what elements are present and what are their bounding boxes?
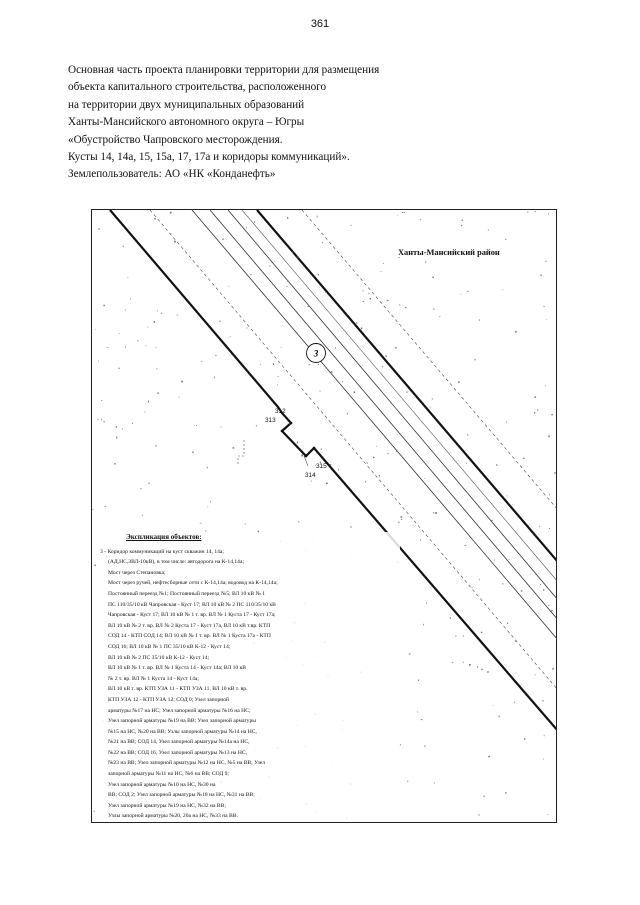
legend-line: арматуры №17 на НС; Узел запорной арматуры №16 на НС; <box>108 707 251 714</box>
terrain-speckle <box>256 425 257 427</box>
legend-line: ВВ; СОД 2; Узел запорной арматуры №18 на НС, №31 на ВВ; <box>108 792 255 799</box>
terrain-speckle <box>432 398 433 399</box>
terrain-speckle <box>299 521 300 523</box>
corridor-boundary-right <box>257 210 557 562</box>
legend-line: ПС 110/35/10 кВ Чапровская - Куст 17; ВЛ 10 кВ № 2 ПС 110/35/10 кВ <box>108 601 276 608</box>
terrain-speckle <box>354 391 356 393</box>
terrain-speckle <box>250 274 251 275</box>
terrain-speckle <box>469 664 471 666</box>
terrain-speckle <box>424 478 425 479</box>
terrain-speckle <box>200 523 202 524</box>
terrain-speckle <box>503 583 504 585</box>
terrain-speckle <box>397 215 398 216</box>
terrain-speckle <box>487 671 488 673</box>
terrain-speckle <box>463 662 464 663</box>
terrain-speckle <box>551 610 552 612</box>
terrain-speckle <box>156 369 157 370</box>
legend-line: №21 на ВВ; СОД 14, Узел запорной арматуры №14а на НС, <box>108 739 250 746</box>
terrain-speckle <box>478 815 480 816</box>
terrain-speckle <box>405 307 406 308</box>
terrain-speckle <box>527 212 528 213</box>
terrain-speckle <box>461 225 462 226</box>
terrain-speckle <box>547 814 548 815</box>
terrain-speckle <box>515 331 517 333</box>
terrain-speckle <box>289 423 290 424</box>
terrain-speckle <box>363 301 364 302</box>
terrain-speckle <box>230 336 231 337</box>
terrain-speckle <box>505 792 506 794</box>
terrain-speckle <box>514 702 515 703</box>
terrain-speckle <box>507 623 508 625</box>
terrain-speckle <box>421 719 423 720</box>
legend-line: КТП УЗА 12 - КТП УЗА 12; СОД 0; Узел запорной <box>108 696 230 703</box>
header-line: Основная часть проекта планировки территории для размещения <box>68 64 380 76</box>
terrain-speckle <box>201 361 202 362</box>
legend-line: 3 - Коридор коммуникаций на куст скважин 14, 14а; <box>100 548 224 555</box>
terrain-speckle <box>322 242 323 243</box>
terrain-speckle <box>493 705 494 706</box>
terrain-speckle <box>331 371 333 373</box>
vertex-point <box>281 430 284 433</box>
legend-line: ВЛ 10 кВ т. вр. КТП УЗА 11 - КТП УЗА 11, ВЛ 10 кВ т. вр. <box>108 686 248 693</box>
terrain-speckle <box>130 298 131 299</box>
terrain-speckle <box>154 321 156 323</box>
terrain-speckle <box>409 654 411 655</box>
legend-line: ВЛ 10 кВ № 2 ПС 35/10 кВ К-12 - Куст 14; <box>108 654 210 661</box>
point-label-315: 315 <box>316 463 327 470</box>
terrain-speckle <box>269 266 270 267</box>
terrain-speckle <box>101 400 102 401</box>
terrain-speckle <box>181 381 183 383</box>
terrain-speckle <box>381 298 382 299</box>
terrain-speckle <box>543 306 544 307</box>
point-label-312: 312 <box>275 408 286 415</box>
terrain-speckle <box>545 385 546 386</box>
terrain-speckle <box>396 450 398 452</box>
terrain-speckle <box>171 233 172 234</box>
terrain-speckle <box>311 481 312 482</box>
terrain-speckle <box>157 310 158 311</box>
terrain-speckle <box>320 390 321 391</box>
terrain-speckle <box>155 348 156 349</box>
terrain-speckle <box>370 298 371 299</box>
district-label: Ханты-Мансийский район <box>398 248 500 257</box>
terrain-speckle <box>362 290 363 291</box>
terrain-speckle <box>246 227 247 229</box>
legend <box>100 532 400 822</box>
terrain-speckle <box>281 347 282 348</box>
terrain-speckle <box>467 434 468 436</box>
terrain-speckle <box>395 347 397 348</box>
terrain-speckle <box>541 274 542 276</box>
terrain-speckle <box>179 397 180 398</box>
point-label-313: 313 <box>265 417 276 424</box>
terrain-speckle <box>367 462 368 464</box>
terrain-speckle <box>548 436 550 438</box>
legend-line: Мост через Степановка; <box>108 569 166 576</box>
terrain-speckle <box>229 286 230 287</box>
terrain-speckle <box>554 472 556 473</box>
terrain-speckle <box>140 488 142 489</box>
terrain-speckle <box>434 308 435 310</box>
terrain-speckle <box>488 756 490 758</box>
terrain-speckle <box>192 452 193 454</box>
terrain-speckle <box>379 475 380 477</box>
terrain-speckle <box>301 455 303 457</box>
terrain-speckle <box>484 796 485 797</box>
terrain-speckle <box>491 520 493 521</box>
terrain-speckle <box>474 359 476 360</box>
terrain-speckle <box>546 319 547 320</box>
terrain-speckle <box>137 340 139 341</box>
terrain-speckle <box>543 759 544 760</box>
terrain-speckle <box>287 286 288 287</box>
terrain-speckle <box>103 305 104 306</box>
terrain-speckle <box>287 217 288 219</box>
terrain-speckle <box>95 329 96 330</box>
terrain-speckle <box>233 447 235 448</box>
terrain-speckle <box>306 351 307 352</box>
terrain-speckle <box>466 463 467 464</box>
terrain-speckle <box>467 291 468 292</box>
document-header <box>68 62 468 184</box>
terrain-speckle <box>98 361 99 362</box>
terrain-speckle <box>387 453 389 454</box>
terrain-speckle <box>407 781 408 783</box>
terrain-speckle <box>361 328 363 330</box>
legend-line: ВЛ 10 кВ № 1 т. вр. ВЛ № 1 Куста 14 - Куст 14а; ВЛ 10 кВ <box>108 665 247 672</box>
terrain-speckle <box>456 636 457 638</box>
terrain-speckle <box>537 410 538 411</box>
terrain-speckle <box>420 219 421 220</box>
vertex-point <box>290 422 293 425</box>
terrain-speckle <box>317 216 318 218</box>
terrain-speckle <box>342 381 343 382</box>
terrain-speckle <box>142 515 143 516</box>
header-line: объекта капитального строительства, расположенного <box>68 81 327 94</box>
terrain-speckle <box>116 437 117 439</box>
legend-line: Мост через ручей, нефтесборные сети с К-14,14а; водовод на К-14,14а; <box>108 580 278 587</box>
terrain-speckle <box>452 662 453 663</box>
terrain-speckle <box>499 716 500 718</box>
terrain-speckle <box>350 527 352 528</box>
terrain-speckle <box>516 673 517 674</box>
terrain-speckle <box>292 251 293 253</box>
terrain-speckle <box>540 584 541 585</box>
terrain-speckle <box>385 356 387 357</box>
terrain-speckle <box>376 446 377 447</box>
terrain-speckle <box>215 355 217 356</box>
terrain-speckle <box>430 406 431 407</box>
terrain-speckle <box>462 220 464 221</box>
terrain-speckle <box>105 506 107 507</box>
header-line: Кусты 14, 14а, 15, 15а, 17, 17а и коридоры коммуникаций». <box>68 151 350 164</box>
terrain-speckle <box>114 463 115 464</box>
terrain-speckle <box>423 624 424 626</box>
header-line: «Обустройство Чапровского месторождения. <box>68 133 283 146</box>
terrain-speckle <box>94 565 96 566</box>
terrain-speckle <box>481 669 482 670</box>
terrain-speckle <box>548 213 549 214</box>
terrain-speckle <box>439 316 441 317</box>
terrain-speckle <box>356 323 358 324</box>
terrain-speckle <box>338 469 339 471</box>
terrain-speckle <box>472 587 473 588</box>
terrain-speckle <box>458 381 459 383</box>
terrain-speckle <box>326 483 328 485</box>
terrain-speckle <box>273 363 274 365</box>
terrain-speckle <box>97 419 98 420</box>
terrain-speckle <box>128 277 129 278</box>
terrain-speckle <box>335 347 336 349</box>
terrain-speckle <box>381 271 382 272</box>
terrain-speckle <box>321 449 322 450</box>
legend-line: №15 на НС, №20 на ВВ; Узлы запорной арматуры №14 на НС, <box>108 728 257 735</box>
legend-line: СОД 14 - КТП СОД 14; ВЛ 10 кВ № 1 т. вр. ВЛ № 1 Куста 17а - КТП <box>108 633 271 640</box>
terrain-speckle <box>496 464 497 466</box>
terrain-speckle <box>147 327 148 328</box>
terrain-speckle <box>309 364 311 365</box>
legend-line: Узел запорной арматуры №19 на НС, №32 на ВВ; <box>108 802 226 809</box>
legend-line: № 2 т. вр. ВЛ № 1 Куста 14 - Куст 14а; <box>108 675 199 682</box>
terrain-speckle <box>214 377 215 379</box>
terrain-speckle <box>148 401 149 403</box>
terrain-speckle <box>221 427 222 428</box>
terrain-speckle <box>350 225 351 226</box>
terrain-speckle <box>219 321 221 322</box>
inner-line <box>242 210 557 582</box>
terrain-speckle <box>534 396 536 397</box>
terrain-speckle <box>401 519 402 520</box>
terrain-speckle <box>398 522 400 523</box>
vertex-point <box>305 455 308 458</box>
terrain-speckle <box>347 413 348 415</box>
terrain-speckle <box>549 494 550 496</box>
terrain-speckle <box>521 590 523 591</box>
terrain-speckle <box>245 523 246 524</box>
legend-line: ВЛ 10 кВ № 2 т. вр. ВЛ № 2 Куста 17 - Куст 17а, ВЛ 10 кВ т.вр. КТП <box>108 622 271 629</box>
terrain-speckle <box>107 347 109 348</box>
legend-line: Постоянный переезд №1; Постоянный переезд №5; ВЛ 10 кВ № 1 <box>108 590 266 597</box>
legend-line: (АД,НС,ЗВЛ-10кВ), в том числе: автодорога на К-14,14а; <box>108 559 245 566</box>
page-number: 361 <box>310 18 330 30</box>
terrain-speckle <box>122 428 123 429</box>
legend-line: Узлы запорной арматуры №20, 20а на НС, №33 на ВВ. <box>108 813 238 820</box>
terrain-speckle <box>551 414 553 415</box>
terrain-speckle <box>92 509 93 510</box>
terrain-speckle <box>503 289 504 290</box>
terrain-speckle <box>465 545 467 546</box>
legend-line: запорной арматуры №11 на НС, №6 на ВВ; СОД 9; <box>108 771 229 778</box>
legend-line: СОД 16; ВЛ 10 кВ № 1 ПС 35/10 кВ К-12 - Куст 14; <box>108 643 231 650</box>
terrain-speckle <box>383 263 384 264</box>
terrain-speckle <box>494 560 495 561</box>
terrain-speckle <box>434 782 435 784</box>
terrain-speckle <box>373 457 375 458</box>
terrain-speckle <box>432 277 434 279</box>
terrain-speckle <box>418 680 419 681</box>
terrain-speckle <box>369 293 370 294</box>
terrain-speckle <box>210 501 211 502</box>
legend-line: Узел запорной арматуры №19 на ВВ; Узел запорной арматуры <box>108 718 257 725</box>
terrain-speckle <box>101 419 102 420</box>
legend-line: Чапровская - Куст 17; ВЛ 10 кВ № 1 т. вр. ВЛ № 1 Куста 17 - Куст 17а; <box>108 612 276 619</box>
header-line: на территории двух муниципальных образований <box>68 98 305 111</box>
terrain-speckle <box>535 674 536 675</box>
object-number: 3 <box>313 348 319 359</box>
terrain-speckle <box>119 333 120 334</box>
header-line: Землепользователь: АО «НК «Конданефть» <box>68 168 276 181</box>
terrain-speckle <box>386 438 387 440</box>
terrain-speckle <box>524 738 526 739</box>
terrain-speckle <box>539 526 540 527</box>
terrain-speckle <box>426 603 427 604</box>
legend-line: №22 на ВВ; СОД 16, Узел запорной арматуры №13 на НС, <box>108 749 247 756</box>
terrain-speckle <box>463 635 464 637</box>
vertex-point <box>313 447 316 450</box>
terrain-speckle <box>420 539 421 541</box>
terrain-speckle <box>254 221 255 223</box>
terrain-speckle <box>157 392 158 394</box>
terrain-speckle <box>534 412 535 413</box>
terrain-speckle <box>177 315 179 316</box>
terrain-speckle <box>417 711 418 712</box>
terrain-speckle <box>123 246 124 247</box>
terrain-speckle <box>543 589 544 591</box>
terrain-speckle <box>542 700 544 701</box>
terrain-speckle <box>460 294 461 295</box>
terrain-speckle <box>278 376 279 377</box>
map-drawing <box>91 209 557 823</box>
terrain-speckle <box>308 306 309 307</box>
terrain-speckle <box>545 261 547 262</box>
terrain-speckle <box>196 425 197 426</box>
terrain-speckle <box>297 256 299 257</box>
terrain-speckle <box>382 366 383 367</box>
terrain-speckle <box>365 481 366 483</box>
terrain-speckle <box>402 212 403 213</box>
terrain-speckle <box>435 512 437 514</box>
terrain-speckle <box>318 274 319 276</box>
terrain-speckle <box>318 364 319 365</box>
terrain-speckle <box>297 442 298 444</box>
terrain-speckle <box>481 632 482 633</box>
terrain-speckle <box>287 281 288 282</box>
terrain-speckle <box>398 257 399 258</box>
terrain-speckle <box>119 368 120 369</box>
terrain-speckle <box>154 218 156 220</box>
terrain-speckle <box>116 426 117 428</box>
terrain-speckle <box>148 483 150 484</box>
terrain-speckle <box>404 212 405 213</box>
terrain-speckle <box>277 384 278 385</box>
terrain-speckle <box>552 668 554 669</box>
terrain-speckle <box>207 467 208 468</box>
terrain-speckle <box>260 364 261 365</box>
terrain-speckle <box>94 811 95 812</box>
terrain-speckle <box>174 241 176 243</box>
terrain-speckle <box>479 320 480 321</box>
terrain-speckle <box>247 327 248 328</box>
terrain-speckle <box>523 458 525 459</box>
terrain-speckle <box>155 445 157 446</box>
terrain-speckle <box>479 579 480 580</box>
terrain-speckle <box>477 666 478 667</box>
terrain-speckle <box>387 300 389 301</box>
terrain-speckle <box>170 212 172 214</box>
terrain-speckle <box>99 228 100 230</box>
terrain-speckle <box>425 261 426 263</box>
terrain-speckle <box>506 422 507 423</box>
terrain-speckle <box>125 309 126 310</box>
terrain-speckle <box>325 292 327 293</box>
terrain-speckle <box>145 412 146 413</box>
terrain-speckle <box>548 605 549 606</box>
terrain-speckle <box>433 512 434 513</box>
terrain-speckle <box>549 528 550 529</box>
terrain-speckle <box>488 229 489 231</box>
terrain-speckle <box>399 305 400 306</box>
terrain-speckle <box>424 746 425 747</box>
terrain-speckle <box>509 559 510 560</box>
legend-line: Узел запорной арматуры №10 на НС, №30 на <box>108 781 216 788</box>
terrain-speckle <box>222 239 224 240</box>
header-line: Ханты-Мансийского автономного округа – Югры <box>68 116 305 129</box>
terrain-speckle <box>535 211 536 212</box>
legend-line: №23 на ВВ; Узел запорной арматуры №12 на НС, №5 на ВВ; Узел <box>108 760 266 767</box>
terrain-speckle <box>104 421 105 422</box>
terrain-speckle <box>125 346 126 347</box>
point-label-314: 314 <box>305 472 316 479</box>
terrain-speckle <box>132 423 133 424</box>
terrain-speckle <box>507 496 508 497</box>
terrain-speckle <box>406 392 408 393</box>
terrain-speckle <box>450 617 451 618</box>
terrain-speckle <box>146 345 147 346</box>
terrain-speckle <box>161 313 162 314</box>
terrain-speckle <box>505 239 506 240</box>
terrain-speckle <box>401 516 403 517</box>
legend-title: Экспликация объектов: <box>126 533 202 541</box>
terrain-speckle <box>544 735 545 737</box>
terrain-speckle <box>515 641 517 642</box>
terrain-speckle <box>330 464 332 466</box>
boundary-step <box>238 440 244 466</box>
terrain-speckle <box>208 507 209 508</box>
